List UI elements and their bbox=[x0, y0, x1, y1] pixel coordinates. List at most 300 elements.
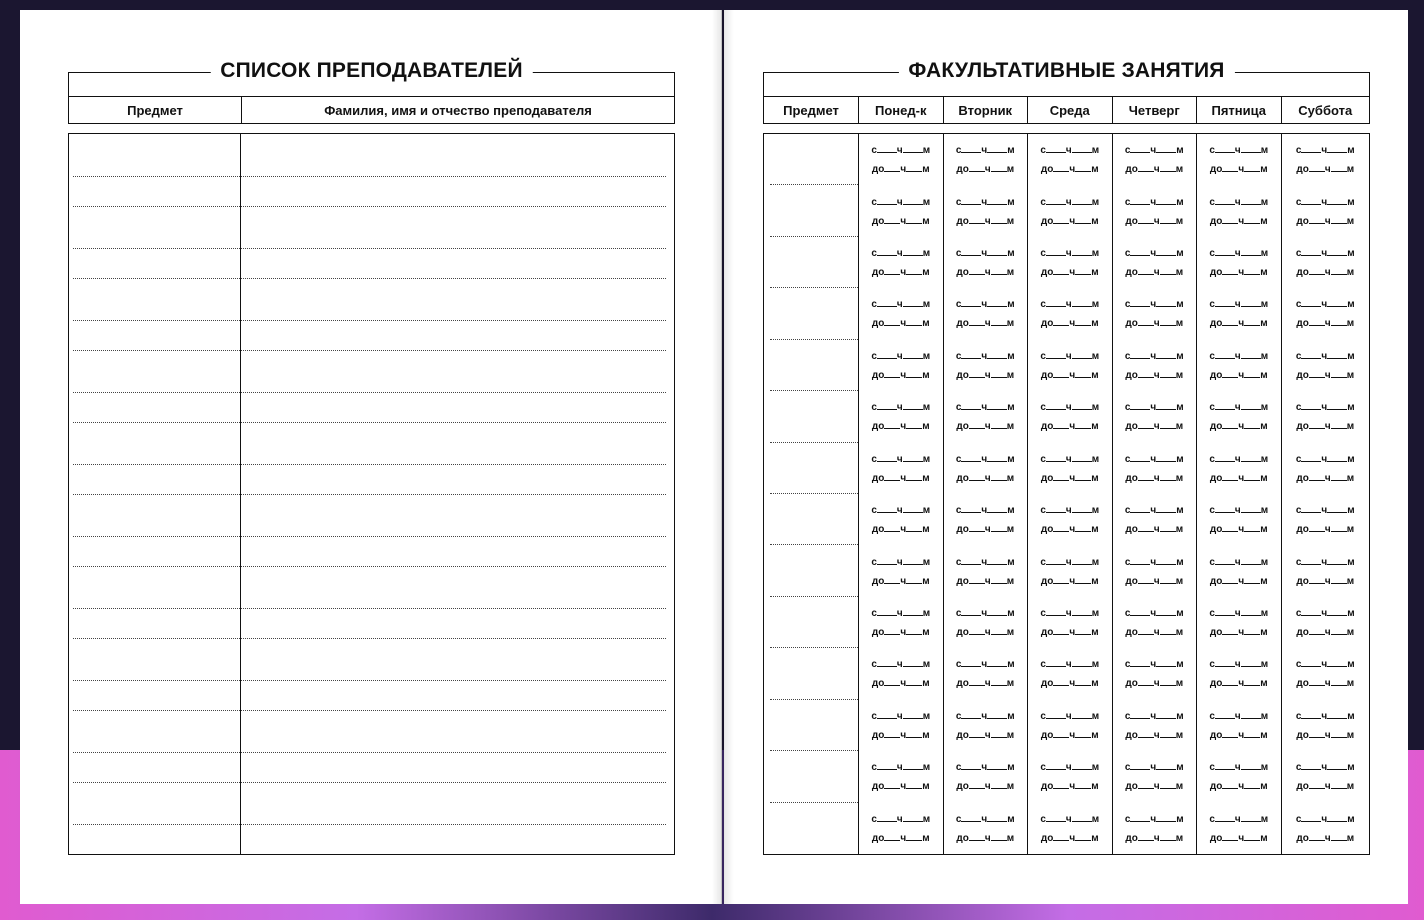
time-label: ч bbox=[1153, 267, 1160, 279]
time-cell[interactable] bbox=[943, 134, 1028, 185]
blank-underline bbox=[1215, 658, 1235, 667]
time-label: ч bbox=[1238, 678, 1245, 690]
time-cell[interactable] bbox=[858, 700, 943, 751]
subject-cell[interactable] bbox=[764, 545, 858, 596]
time-label: до bbox=[1040, 472, 1054, 484]
subject-cell[interactable] bbox=[764, 648, 858, 699]
blank-underline bbox=[991, 163, 1007, 172]
time-label: ч bbox=[1321, 248, 1328, 260]
time-label: ч bbox=[900, 575, 907, 587]
blank-underline bbox=[1075, 420, 1091, 429]
time-cell[interactable] bbox=[858, 648, 943, 699]
blank-underline bbox=[1072, 453, 1092, 462]
time-label: м bbox=[1347, 762, 1355, 774]
blank-underline bbox=[1309, 575, 1325, 584]
time-label: м bbox=[1175, 164, 1184, 176]
time-cell[interactable] bbox=[1027, 443, 1112, 494]
time-label: ч bbox=[1234, 556, 1241, 568]
time-label: до bbox=[1040, 729, 1054, 741]
time-cell[interactable] bbox=[1112, 288, 1197, 339]
time-label: ч bbox=[1069, 164, 1076, 176]
time-cell[interactable] bbox=[858, 185, 943, 236]
time-label: ч bbox=[896, 659, 903, 671]
blank-underline bbox=[991, 369, 1007, 378]
time-label: м bbox=[1091, 453, 1100, 465]
time-cell[interactable] bbox=[943, 340, 1028, 391]
time-cell[interactable] bbox=[1281, 597, 1370, 648]
time-label: с bbox=[1040, 196, 1046, 208]
time-label: м bbox=[922, 813, 931, 825]
time-cell[interactable] bbox=[1112, 340, 1197, 391]
time-to bbox=[1125, 266, 1183, 278]
time-cell[interactable] bbox=[1196, 803, 1281, 854]
blank-underline bbox=[1138, 832, 1154, 841]
blank-underline bbox=[877, 196, 897, 205]
time-cell[interactable] bbox=[1281, 700, 1370, 751]
blank-underline bbox=[1160, 420, 1176, 429]
blank-underline bbox=[1130, 504, 1150, 513]
time-label: м bbox=[1176, 813, 1184, 825]
time-label: м bbox=[1007, 196, 1015, 208]
time-label: с bbox=[1040, 813, 1046, 825]
blank-underline bbox=[884, 163, 900, 172]
blank-underline bbox=[903, 556, 923, 565]
time-label: м bbox=[922, 369, 930, 381]
time-from bbox=[1040, 761, 1099, 773]
time-cell[interactable] bbox=[1196, 751, 1281, 802]
time-cell[interactable] bbox=[1281, 751, 1370, 802]
subject-cell[interactable] bbox=[764, 237, 858, 288]
time-label: ч bbox=[1069, 524, 1076, 536]
blank-underline bbox=[1327, 556, 1347, 565]
time-cell[interactable] bbox=[943, 391, 1028, 442]
time-cell[interactable] bbox=[1027, 340, 1112, 391]
time-label: ч bbox=[984, 575, 991, 587]
time-label: ч bbox=[1321, 762, 1328, 774]
time-label: до bbox=[1125, 215, 1138, 227]
time-cell[interactable] bbox=[1027, 288, 1112, 339]
time-cell[interactable] bbox=[1112, 494, 1197, 545]
time-cell[interactable] bbox=[1281, 803, 1370, 854]
time-from bbox=[1209, 350, 1268, 362]
time-to bbox=[956, 369, 1014, 381]
time-from bbox=[1296, 247, 1355, 259]
time-cell[interactable] bbox=[943, 443, 1028, 494]
time-from bbox=[956, 556, 1015, 568]
time-cell[interactable] bbox=[1112, 185, 1197, 236]
time-cell[interactable] bbox=[1112, 803, 1197, 854]
time-cell[interactable] bbox=[1027, 391, 1112, 442]
time-cell[interactable] bbox=[1281, 340, 1370, 391]
time-cell[interactable] bbox=[858, 288, 943, 339]
blank-underline bbox=[1156, 196, 1176, 205]
time-cell[interactable] bbox=[1196, 237, 1281, 288]
blank-underline bbox=[1075, 369, 1091, 378]
subject-cell[interactable] bbox=[764, 391, 858, 442]
time-label: ч bbox=[1234, 453, 1241, 465]
time-to bbox=[956, 832, 1014, 844]
time-cell[interactable] bbox=[1281, 391, 1370, 442]
time-label: ч bbox=[1069, 781, 1076, 793]
blank-underline bbox=[991, 626, 1007, 635]
header-teacher-name: Фамилия, имя и отчество преподавателя bbox=[241, 97, 674, 123]
time-cell[interactable] bbox=[858, 751, 943, 802]
time-cell[interactable] bbox=[858, 134, 943, 185]
time-cell[interactable] bbox=[1196, 700, 1281, 751]
blank-underline bbox=[1301, 761, 1321, 770]
time-label: до bbox=[1040, 421, 1054, 433]
blank-underline bbox=[1331, 420, 1347, 429]
time-to bbox=[872, 369, 930, 381]
time-label: м bbox=[1007, 350, 1015, 362]
time-to bbox=[956, 677, 1014, 689]
time-cell[interactable] bbox=[1281, 443, 1370, 494]
time-label: м bbox=[1091, 575, 1099, 587]
time-label: м bbox=[1260, 196, 1269, 208]
time-label: с bbox=[955, 196, 962, 208]
blank-underline bbox=[1244, 472, 1260, 481]
blank-underline bbox=[1241, 504, 1261, 513]
blank-underline bbox=[987, 761, 1007, 770]
time-to bbox=[872, 163, 930, 175]
subject-cell[interactable] bbox=[764, 288, 858, 339]
time-cell[interactable] bbox=[943, 751, 1028, 802]
blank-underline bbox=[1331, 472, 1347, 481]
time-cell[interactable] bbox=[1027, 237, 1112, 288]
time-label: м bbox=[1006, 318, 1015, 330]
time-from bbox=[871, 247, 930, 259]
time-label: ч bbox=[984, 627, 991, 639]
time-cell[interactable] bbox=[1027, 700, 1112, 751]
subject-cell[interactable] bbox=[764, 134, 858, 185]
time-from bbox=[871, 144, 930, 156]
row-line bbox=[73, 320, 666, 321]
time-label: до bbox=[871, 627, 885, 639]
time-cell[interactable] bbox=[943, 803, 1028, 854]
blank-underline bbox=[1222, 729, 1238, 738]
time-cell[interactable] bbox=[1112, 134, 1197, 185]
time-cell[interactable] bbox=[1196, 545, 1281, 596]
blank-underline bbox=[1156, 247, 1176, 256]
time-from bbox=[1209, 556, 1268, 568]
blank-underline bbox=[991, 832, 1007, 841]
blank-underline bbox=[1160, 626, 1176, 635]
time-to bbox=[1296, 472, 1354, 484]
time-from bbox=[1125, 658, 1184, 670]
time-label: с bbox=[955, 505, 962, 517]
time-label: с bbox=[1040, 350, 1046, 362]
blank-underline bbox=[906, 832, 922, 841]
blank-underline bbox=[1072, 658, 1092, 667]
time-label: м bbox=[1091, 472, 1099, 484]
time-cell[interactable] bbox=[858, 803, 943, 854]
blank-underline bbox=[1309, 677, 1325, 686]
time-from bbox=[1125, 350, 1184, 362]
time-cell[interactable] bbox=[1027, 185, 1112, 236]
time-label: ч bbox=[900, 524, 907, 536]
time-label: до bbox=[871, 781, 885, 793]
time-label: ч bbox=[1324, 627, 1331, 639]
time-label: ч bbox=[1150, 402, 1157, 414]
time-cell[interactable] bbox=[1027, 134, 1112, 185]
header-saturday: Суббота bbox=[1281, 97, 1370, 123]
time-cell[interactable] bbox=[943, 237, 1028, 288]
blank-underline bbox=[1222, 832, 1238, 841]
blank-underline bbox=[903, 350, 923, 359]
time-label: до bbox=[1296, 678, 1309, 690]
time-cell[interactable] bbox=[1196, 134, 1281, 185]
time-label: м bbox=[922, 762, 931, 774]
blank-underline bbox=[1053, 420, 1069, 429]
time-label: до bbox=[1296, 575, 1309, 587]
time-cell[interactable] bbox=[1112, 700, 1197, 751]
time-cell[interactable] bbox=[943, 494, 1028, 545]
subject-cell[interactable] bbox=[764, 751, 858, 802]
blank-underline bbox=[987, 196, 1007, 205]
time-label: до bbox=[871, 678, 885, 690]
blank-underline bbox=[1222, 523, 1238, 532]
time-cell[interactable] bbox=[1027, 803, 1112, 854]
time-to bbox=[1210, 626, 1268, 638]
blank-underline bbox=[877, 607, 897, 616]
time-label: ч bbox=[1150, 710, 1157, 722]
time-label: м bbox=[1007, 556, 1015, 568]
time-cell[interactable] bbox=[1281, 134, 1370, 185]
blank-underline bbox=[1130, 556, 1150, 565]
time-label: до bbox=[1296, 267, 1309, 279]
time-label: с bbox=[1040, 505, 1046, 517]
time-label: ч bbox=[1069, 421, 1076, 433]
time-label: до bbox=[871, 267, 885, 279]
time-label: с bbox=[955, 659, 962, 671]
time-cell[interactable] bbox=[1112, 443, 1197, 494]
time-cell[interactable] bbox=[1196, 443, 1281, 494]
time-label: до bbox=[1040, 267, 1054, 279]
time-cell[interactable] bbox=[1027, 597, 1112, 648]
time-label: ч bbox=[896, 813, 903, 825]
time-cell[interactable] bbox=[943, 545, 1028, 596]
time-label: с bbox=[1040, 710, 1046, 722]
time-from bbox=[956, 658, 1015, 670]
subject-cell[interactable] bbox=[764, 443, 858, 494]
time-cell[interactable] bbox=[1196, 648, 1281, 699]
blank-underline bbox=[1331, 163, 1347, 172]
time-cell[interactable] bbox=[1027, 545, 1112, 596]
blank-underline bbox=[1327, 350, 1347, 359]
time-label: до bbox=[1125, 164, 1138, 176]
blank-underline bbox=[903, 710, 923, 719]
blank-underline bbox=[1160, 215, 1176, 224]
elective-row bbox=[764, 237, 1369, 288]
time-from bbox=[1209, 761, 1268, 773]
time-cell[interactable] bbox=[943, 648, 1028, 699]
subject-cell[interactable] bbox=[764, 185, 858, 236]
blank-underline bbox=[1327, 607, 1347, 616]
subject-cell[interactable] bbox=[764, 597, 858, 648]
time-label: м bbox=[1091, 350, 1100, 362]
time-label: с bbox=[1295, 196, 1302, 208]
blank-underline bbox=[961, 196, 981, 205]
time-cell[interactable] bbox=[943, 700, 1028, 751]
row-line bbox=[73, 206, 666, 207]
blank-underline bbox=[903, 504, 923, 513]
time-cell[interactable] bbox=[858, 597, 943, 648]
time-label: ч bbox=[1324, 472, 1331, 484]
time-cell[interactable] bbox=[1196, 391, 1281, 442]
time-cell[interactable] bbox=[1281, 288, 1370, 339]
time-label: ч bbox=[900, 164, 907, 176]
time-from bbox=[1125, 710, 1184, 722]
time-label: до bbox=[1040, 575, 1054, 587]
time-cell[interactable] bbox=[1112, 597, 1197, 648]
time-cell[interactable] bbox=[1196, 288, 1281, 339]
time-cell[interactable] bbox=[1027, 751, 1112, 802]
blank-underline bbox=[961, 504, 981, 513]
time-cell[interactable] bbox=[858, 391, 943, 442]
blank-underline bbox=[877, 813, 897, 822]
subject-cell[interactable] bbox=[764, 803, 858, 854]
blank-underline bbox=[877, 710, 897, 719]
time-label: до bbox=[1125, 627, 1138, 639]
time-cell[interactable] bbox=[1112, 545, 1197, 596]
time-label: ч bbox=[1065, 402, 1072, 414]
blank-underline bbox=[903, 658, 923, 667]
time-label: до bbox=[871, 215, 885, 227]
time-label: м bbox=[1176, 659, 1184, 671]
blank-underline bbox=[1327, 710, 1347, 719]
time-label: ч bbox=[984, 781, 991, 793]
time-label: ч bbox=[1150, 299, 1157, 311]
time-label: м bbox=[922, 248, 931, 260]
row-line bbox=[73, 566, 666, 567]
time-to bbox=[1210, 677, 1268, 689]
blank-underline bbox=[1241, 710, 1261, 719]
time-label: ч bbox=[1153, 678, 1160, 690]
time-cell[interactable] bbox=[1281, 185, 1370, 236]
time-cell[interactable] bbox=[1281, 648, 1370, 699]
time-label: до bbox=[871, 524, 885, 536]
blank-underline bbox=[877, 556, 897, 565]
time-cell[interactable] bbox=[1196, 494, 1281, 545]
time-label: ч bbox=[1234, 710, 1241, 722]
blank-underline bbox=[1215, 144, 1235, 153]
time-label: с bbox=[955, 248, 962, 260]
blank-underline bbox=[1301, 247, 1321, 256]
time-to bbox=[1125, 575, 1183, 587]
blank-underline bbox=[987, 813, 1007, 822]
time-label: ч bbox=[1321, 196, 1328, 208]
time-label: ч bbox=[1150, 556, 1157, 568]
blank-underline bbox=[1130, 247, 1150, 256]
time-to bbox=[1125, 420, 1183, 432]
time-from bbox=[871, 607, 930, 619]
blank-underline bbox=[1046, 247, 1066, 256]
blank-underline bbox=[1301, 556, 1321, 565]
time-to bbox=[1125, 523, 1183, 535]
time-label: м bbox=[1006, 369, 1015, 381]
blank-underline bbox=[1244, 780, 1260, 789]
time-label: с bbox=[1209, 196, 1215, 208]
blank-underline bbox=[969, 317, 985, 326]
time-label: ч bbox=[1238, 524, 1245, 536]
time-cell[interactable] bbox=[1027, 648, 1112, 699]
subject-cell[interactable] bbox=[764, 340, 858, 391]
time-cell[interactable] bbox=[858, 237, 943, 288]
time-from bbox=[1296, 504, 1355, 516]
blank-underline bbox=[1160, 677, 1176, 686]
time-from bbox=[1125, 504, 1184, 516]
time-cell[interactable] bbox=[1281, 237, 1370, 288]
time-to bbox=[872, 729, 930, 741]
time-from bbox=[1125, 453, 1184, 465]
blank-underline bbox=[1156, 658, 1176, 667]
time-cell[interactable] bbox=[1196, 597, 1281, 648]
time-from bbox=[1125, 813, 1184, 825]
blank-underline bbox=[987, 247, 1007, 256]
time-label: до bbox=[1125, 524, 1138, 536]
blank-underline bbox=[877, 401, 897, 410]
time-cell[interactable] bbox=[858, 545, 943, 596]
time-cell[interactable] bbox=[1112, 237, 1197, 288]
blank-underline bbox=[961, 658, 981, 667]
time-label: ч bbox=[1150, 608, 1157, 620]
time-label: с bbox=[955, 145, 962, 157]
time-cell[interactable] bbox=[943, 597, 1028, 648]
time-label: ч bbox=[1321, 402, 1328, 414]
blank-underline bbox=[1241, 350, 1261, 359]
time-label: до bbox=[1040, 318, 1054, 330]
time-cell[interactable] bbox=[1196, 185, 1281, 236]
time-to bbox=[872, 677, 930, 689]
time-cell[interactable] bbox=[1027, 494, 1112, 545]
time-cell[interactable] bbox=[1112, 391, 1197, 442]
time-label: ч bbox=[1150, 659, 1157, 671]
time-cell[interactable] bbox=[1112, 751, 1197, 802]
time-cell[interactable] bbox=[858, 494, 943, 545]
time-label: ч bbox=[1153, 421, 1160, 433]
time-from bbox=[1296, 298, 1355, 310]
time-label: с bbox=[1209, 350, 1215, 362]
time-label: ч bbox=[1065, 659, 1072, 671]
blank-underline bbox=[884, 317, 900, 326]
time-label: до bbox=[1296, 318, 1309, 330]
time-cell[interactable] bbox=[943, 185, 1028, 236]
time-label: с bbox=[1040, 145, 1046, 157]
blank-underline bbox=[1160, 523, 1176, 532]
time-to bbox=[1210, 420, 1268, 432]
time-cell[interactable] bbox=[1112, 648, 1197, 699]
subject-cell[interactable] bbox=[764, 494, 858, 545]
time-cell[interactable] bbox=[858, 340, 943, 391]
time-label: м bbox=[1346, 575, 1355, 587]
elective-row bbox=[764, 340, 1369, 391]
time-cell[interactable] bbox=[1281, 545, 1370, 596]
blank-underline bbox=[1327, 196, 1347, 205]
time-label: ч bbox=[1238, 164, 1245, 176]
time-cell[interactable] bbox=[1196, 340, 1281, 391]
blank-underline bbox=[1156, 607, 1176, 616]
time-label: м bbox=[922, 678, 930, 690]
time-label: ч bbox=[984, 267, 991, 279]
subject-cell[interactable] bbox=[764, 700, 858, 751]
time-to bbox=[1041, 780, 1099, 792]
time-cell[interactable] bbox=[943, 288, 1028, 339]
blank-underline bbox=[1222, 780, 1238, 789]
blank-underline bbox=[1046, 761, 1066, 770]
blank-underline bbox=[1156, 556, 1176, 565]
time-cell[interactable] bbox=[1281, 494, 1370, 545]
time-cell[interactable] bbox=[858, 443, 943, 494]
